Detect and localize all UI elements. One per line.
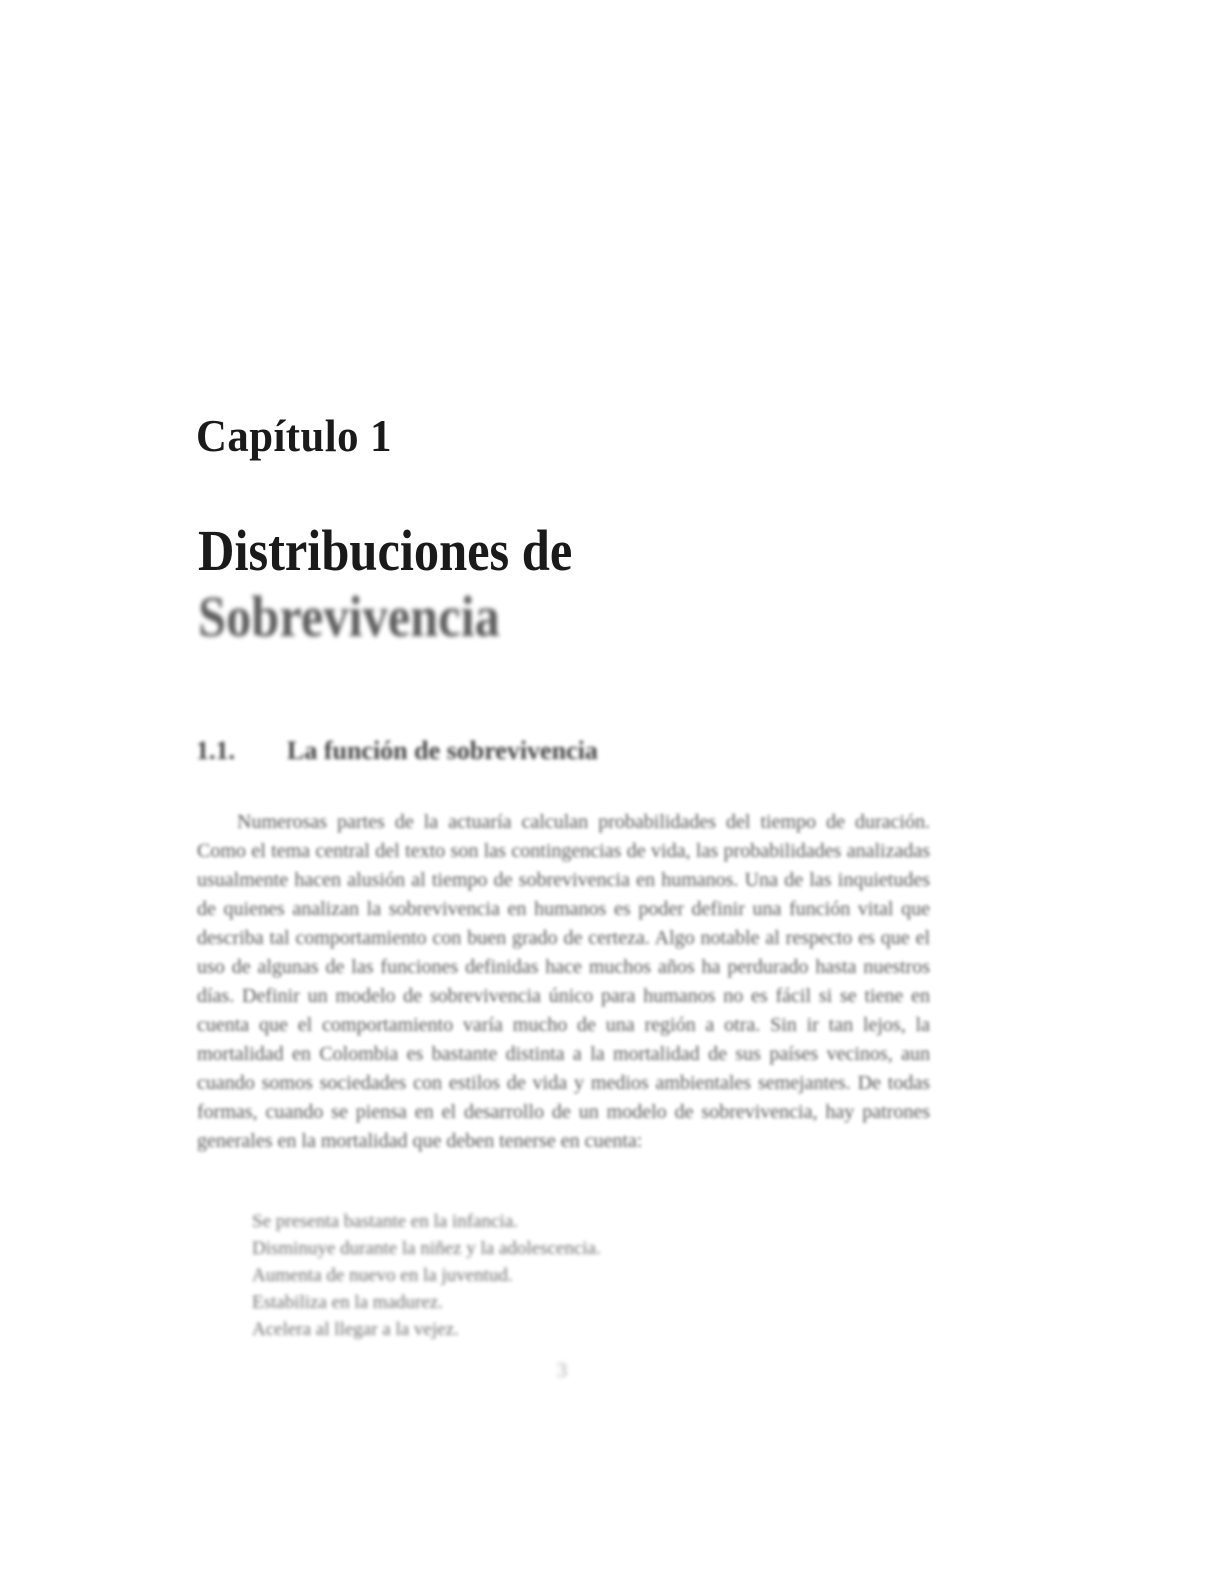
chapter-title: [198, 518, 572, 650]
section-number: 1.1.: [196, 736, 235, 765]
list-item: Aumenta de nuevo en la juventud.: [252, 1265, 513, 1286]
list-item: Acelera al llegar a la vejez.: [252, 1319, 459, 1340]
chapter-title-line2: Sobrevivencia: [198, 584, 500, 649]
section-heading: [196, 736, 598, 766]
section-title: La función de sobrevivencia: [287, 736, 598, 765]
page-number: 3: [556, 1358, 568, 1382]
list-item: Estabiliza en la madurez.: [252, 1292, 443, 1313]
mortality-pattern-list: [252, 1208, 601, 1343]
chapter-label: Capítulo 1: [196, 411, 392, 461]
list-item: Se presenta bastante en la infancia.: [252, 1211, 518, 1232]
body-paragraph: Numerosas partes de la actuaría calculan probabilidades del tiempo de duración. Como el tema central del texto son las contingencias de vida, las probabilidades analizadas usualmente hacen alusión al tiempo de sobrevivencia en humanos. Una de las inquietudes de quienes analizan la sobrevivencia en humanos es poder definir una función vital que describa tal comportamiento con buen grado de certeza. Algo notable al respecto es que el uso de algunas de las funciones definidas hace muchos años ha perdurado hasta nuestros días. Definir un modelo de sobrevivencia único para humanos no es fácil si se tiene en cuenta que el comportamiento varía mucho de una región a otra. Sin ir tan lejos, la mortalidad en Colombia es bastante distinta a la mortalidad de sus países vecinos, aun cuando somos sociedades con estilos de vida y medios ambientales semejantes. De todas formas, cuando se piensa en el desarrollo de un modelo de sobrevivencia, hay patrones generales en la mortalidad que deben tenerse en cuenta:: [197, 811, 930, 1152]
chapter-title-line1: Distribuciones de: [198, 518, 573, 583]
list-item: Disminuye durante la niñez y la adolescencia.: [252, 1238, 601, 1259]
